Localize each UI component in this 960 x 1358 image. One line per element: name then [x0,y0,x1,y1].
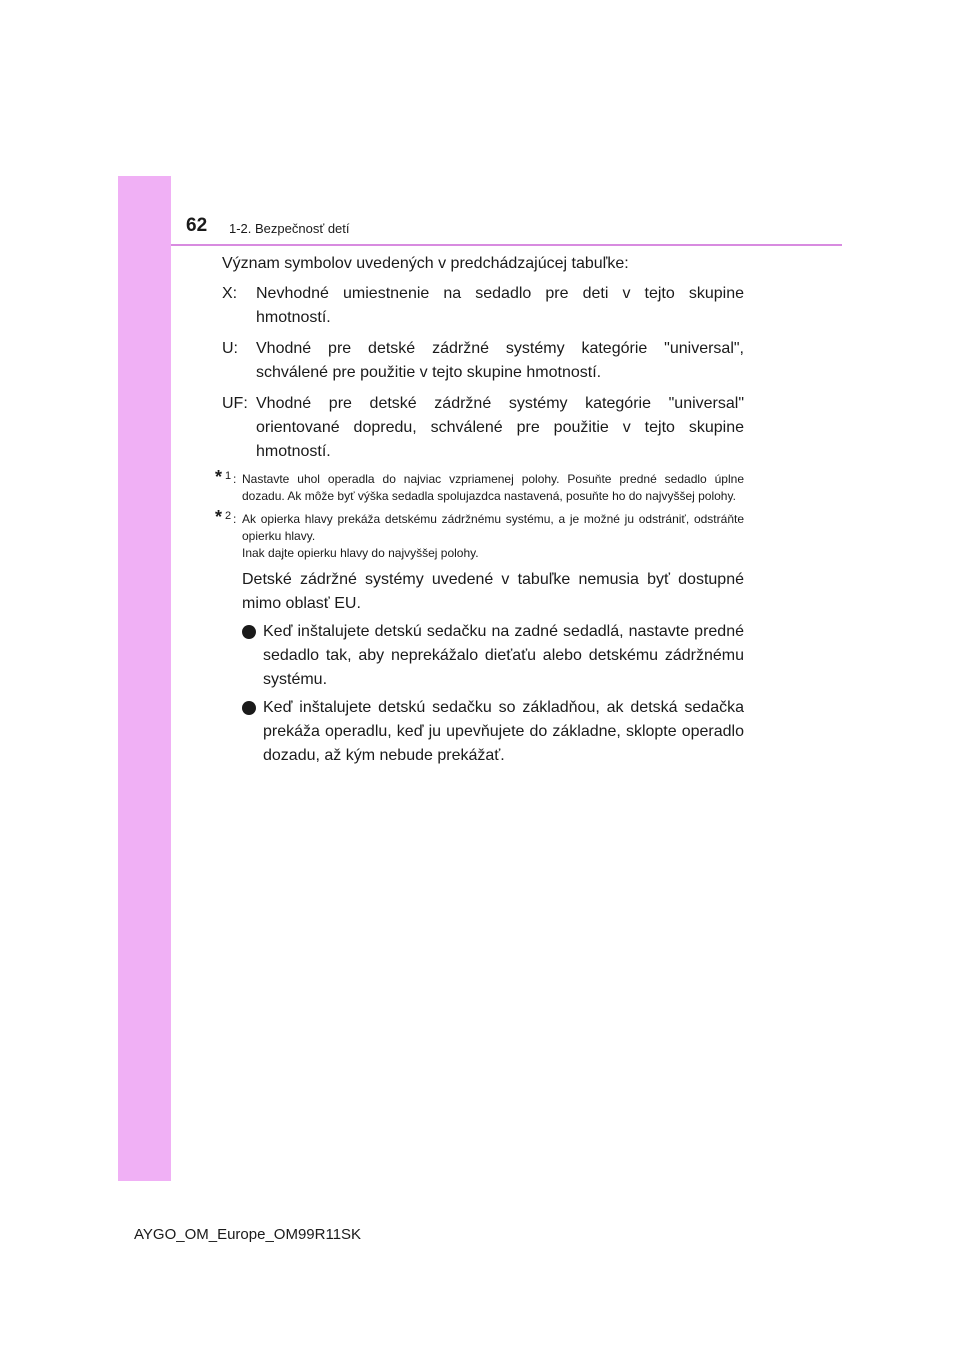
bullet-dot-icon [242,625,256,639]
footnote-text [242,511,744,562]
asterisk: * [215,507,223,527]
footnote-1 [214,467,744,505]
symbol-row-u [222,337,744,385]
symbol-description: Vhodné pre detské zádržné systémy kategórie "universal" orientované dopredu, schválené pre použitie v tejto skupine hmotností. [256,395,744,460]
page-sidebar-tab [118,176,171,1181]
symbol-key: UF: [222,395,248,412]
symbol-description: Vhodné pre detské zádržné systémy kategórie "universal", schválené pre použitie v tejto skupine hmotností. [256,340,744,381]
bullet-text: Keď inštalujete detskú sedačku so základňou, ak detská sedačka prekáža operadlu, keď ju upevňujete do základne, sklopte operadlo dozadu, až kým nebude prekážať. [263,699,744,764]
footnote-line-2: Inak dajte opierku hlavy do najvyššej polohy. [242,546,479,560]
footnote-text [242,471,744,505]
bullet-item [242,620,744,692]
symbol-description: Nevhodné umiestnenie na sedadlo pre deti v tejto skupine hmotností. [256,285,744,326]
symbol-row-x [222,282,744,330]
symbol-key: X: [222,285,238,302]
footnote-number: 1 [225,470,232,482]
section-title: 1-2. Bezpečnosť detí [229,221,350,236]
availability-note: Detské zádržné systémy uvedené v tabuľke nemusia byť dostupné mimo oblasť EU. [242,571,744,612]
symbol-row-uf [222,392,744,464]
document-footer: AYGO_OM_Europe_OM99R11SK [134,1226,362,1243]
page-content [214,252,744,772]
symbol-key: U: [222,340,238,357]
bullet-text: Keď inštalujete detskú sedačku na zadné sedadlá, nastavte predné sedadlo tak, aby neprekážalo dieťaťu alebo detskému zádržnému systému. [263,623,744,688]
footnote-line: Nastavte uhol operadla do najviac vzpriamenej polohy. Posuňte predné sedadlo úplne dozadu. Ak môže byť výška sedadla spolujazdca nastavená, posuňte ho do najvyššej polohy. [242,472,744,503]
bullet-dot-icon [242,701,256,715]
footnote-line: Ak opierka hlavy prekáža detskému zádržnému systému, a je možné ju odstrániť, odstráňte opierku hlavy. [242,512,744,543]
symbol-legend-intro: Význam symbolov uvedených v predchádzajúcej tabuľke: [222,255,629,272]
page-number: 62 [186,215,208,236]
footnote-2 [214,507,744,562]
bullet-item [242,696,744,768]
header-rule [171,244,842,246]
asterisk: * [215,467,223,487]
footnote-marker: * 2 : [215,507,237,527]
footnote-number: 2 [225,510,232,522]
footnote-marker: * 1 : [215,467,237,487]
